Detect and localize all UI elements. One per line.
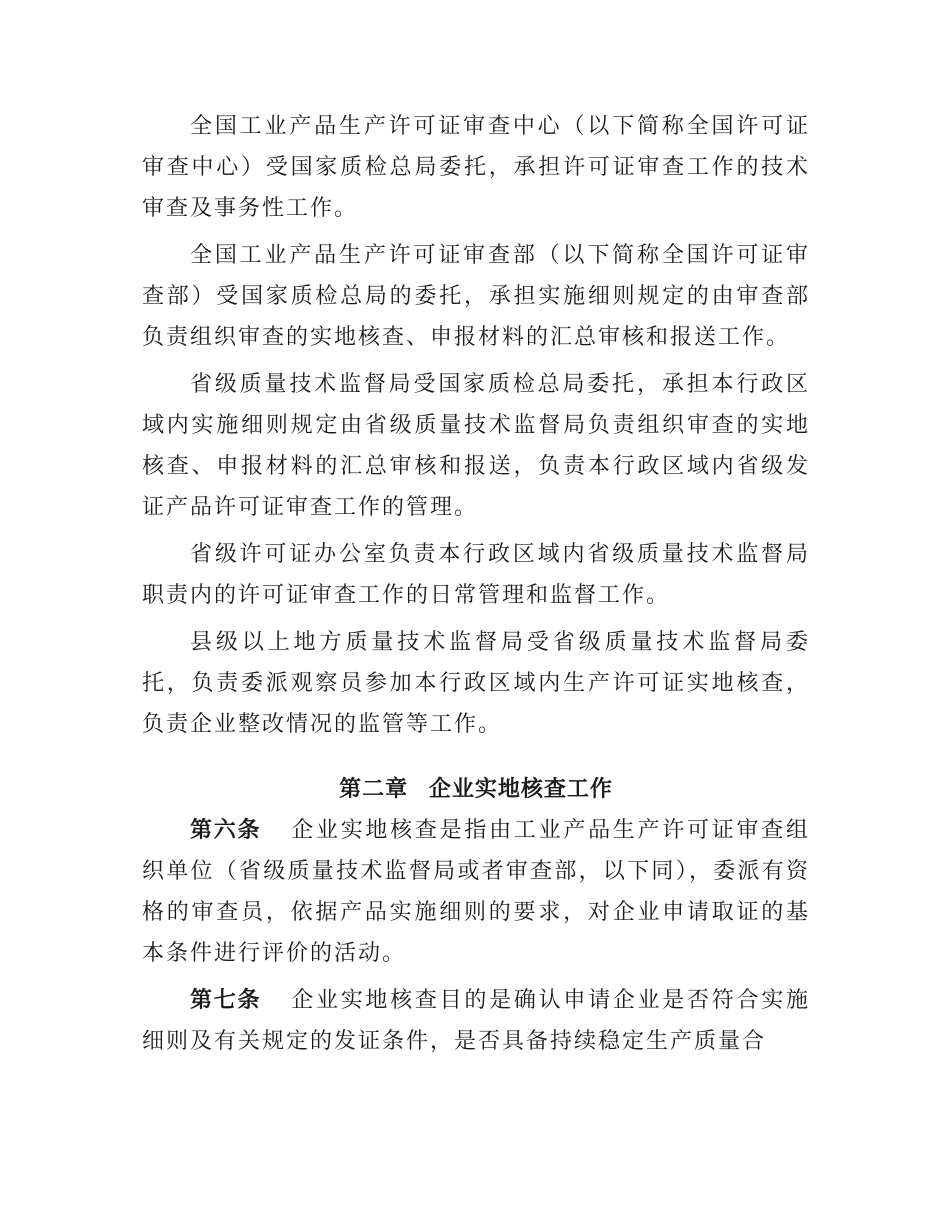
article-six: [142, 810, 810, 974]
article-text: 企业实地核查目的是确认申请企业是否符合实施细则及有关规定的发证条件，是否具备持续稳定生产质量合: [142, 988, 810, 1054]
paragraph-review-center: 全国工业产品生产许可证审查中心（以下简称全国许可证审查中心）受国家质检总局委托，承担许可证审查工作的技术审查及事务性工作。: [142, 114, 810, 221]
paragraph-review-department: 全国工业产品生产许可证审查部（以下简称全国许可证审查部）受国家质检总局的委托，承担实施细则规定的由审查部负责组织审查的实地核查、申报材料的汇总审核和报送工作。: [142, 243, 810, 350]
paragraph-county-bureau: 县级以上地方质量技术监督局受省级质量技术监督局委托，负责委派观察员参加本行政区域内生产许可证实地核查，负责企业整改情况的监管等工作。: [142, 630, 810, 737]
article-number: 第六条: [190, 818, 262, 843]
article-seven: [142, 980, 810, 1062]
document-body: [142, 106, 810, 1068]
paragraph-provincial-office: 省级许可证办公室负责本行政区域内省级质量技术监督局职责内的许可证审查工作的日常管理和监督工作。: [142, 542, 810, 608]
chapter-heading: 第二章 企业实地核查工作: [339, 777, 613, 802]
article-text: 企业实地核查是指由工业产品生产许可证审查组织单位（省级质量技术监督局或者审查部，以下同），委派有资格的审查员，依据产品实施细则的要求，对企业申请取证的基本条件进行评价的活动。: [142, 818, 810, 966]
article-number: 第七条: [190, 988, 262, 1013]
paragraph-provincial-bureau: 省级质量技术监督局受国家质检总局委托，承担本行政区域内实施细则规定由省级质量技术监督局负责组织审查的实地核查、申报材料的汇总审核和报送，负责本行政区域内省级发证产品许可证审查工作的管理。: [142, 372, 810, 520]
